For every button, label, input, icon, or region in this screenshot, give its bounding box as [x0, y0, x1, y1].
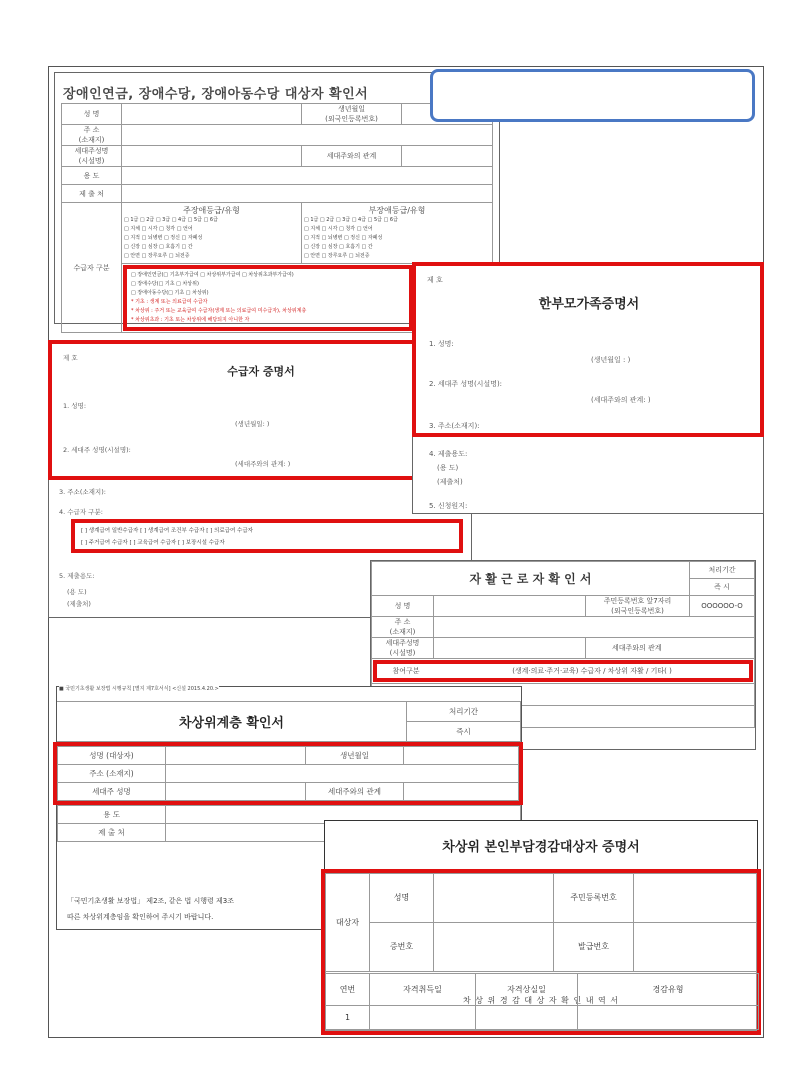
recipient-type-highlight: [ ] 생계급여 일반수급자 [ ] 생계급여 조건부 수급자 [ ] 의료급여 수급자 [ ] 주거급여 수급자 [ ] 교육급여 수급자 [ ] 보장시설 수급자 [71, 519, 463, 553]
copayment-highlight: 대상자 성명 주민등록번호 증번호 발급번호 차 상 위 경 감 대 상 자 확 인 내 역 서 [321, 869, 761, 1035]
use-label: 용 도 [62, 167, 122, 185]
address-label: 주 소 (소재지) [62, 125, 122, 146]
near-poverty-table: 차상위계층 확인서 처리기간 즉시 [57, 701, 521, 742]
household-label: 세대주성명 (시설명) [62, 146, 122, 167]
immediate-label: 즉 시 [690, 579, 755, 596]
near-poverty-highlight: 성명 (대상자) 생년월일 주소 (소재지) 세대주 성명 세대주와의 관계 [53, 742, 523, 805]
period-label: 처리기간 [690, 562, 755, 579]
single-parent-highlight [412, 262, 764, 437]
form-header: ■ 국민기초생활 보장법 시행규칙 [별지 제7호서식] <신설 2015.4.20.> [59, 686, 219, 692]
participation-highlight: 참여구분 (생계·의료·주거·교육) 수급자 / 차상위 자활 / 기타( ) [373, 660, 753, 682]
birth-label: 생년월일 (외국인등록번호) [302, 104, 402, 125]
name-label: 성 명 [62, 104, 122, 125]
worker-form-table: 자 활 근 로 자 확 인 서 처리기간 즉 시 성 명 주민등록번호 앞7자리 (외국인등록번호) OOOOOO-O 주 소 (소재지) 세대주성명 (시설명) 세대주와의 관계 참여구분 (생계·의료·주거·교육) 수급자 / 차상위 자활 / 기타( ) [371, 561, 755, 728]
single-parent-certificate: 제 호 한부모가족증명서 1. 성명: (생년월일 : ) 2. 세대주 성명(시설명): (세대주와의 관계: ) 3. 주소(소재지): 4. 제출용도: (용 도) (제출처) 5. 신청원지: [412, 264, 764, 514]
recipient-certificate: 제 호 수급자 증명서 1. 성명: (생년월일: ) 2. 세대주 성명(시설명): (세대주와의 관계: ) 3. 주소(소재지): 4. 수급자 구분: [ ] 생계급여 일반수급자 [ ] 생계급여 조건부 수급자 [ ] 의료급여 수급자 [ ] 주거급여 수급자 [ ] 교육급여 수급자 [ ] 보장시설 수급자 5. 제출용도: (용 도) (제출처) [48, 340, 472, 618]
recipient-certificate-highlight [48, 340, 472, 480]
sub-grade-options: □ 1급 □ 2급 □ 3급 □ 4급 □ 5급 □ 6급 [304, 217, 398, 223]
copayment-title: 차상위 본인부담경감대상자 증명서 [442, 839, 640, 855]
single-parent-title: 한부모가족증명서 [538, 297, 640, 312]
copayment-reduction-certificate: 차상위 본인부담경감대상자 증명서 대상자 성명 주민등록번호 증번호 발급번호 차 상 위 경 감 대 상 자 확 인 내 역 서 연번 자격취득일 자격상실일 경감유형 1 [324, 820, 758, 1032]
history-heading: 차 상 위 경 감 대 상 자 확 인 내 역 서 [326, 971, 757, 1030]
doc-number: 제 호 [427, 276, 443, 284]
main-grade-heading: 주장애등급/유형 [183, 206, 240, 215]
main-grade-options: □ 1급 □ 2급 □ 3급 □ 4급 □ 5급 □ 6급 [124, 217, 218, 223]
disability-form-table: 성 명 생년월일 (외국인등록번호) 주 소 (소재지) 세대주성명 (시설명) 세대주와의 관계 용 도 제 출 처 수급자 구분 주장애등급/유형 □ 1급 □ 2급 □ 3급 □ 4급 □ 5급 □ 6급 □ 지체 □ 시각 □ 청각 □ 언어 □ 지적 □ 뇌병변 □ 정신 □ 자폐성 □ 신장 □ 심장 □ 호흡기 □ 간 □ 안면 □ 장루요루 □ 뇌전증 부장애등급/유형 □ 1급 □ 2급 □ 3급 □ 4급 □ 5급 □ 6급 □ 지체 □ 시각 □ 청각 □ 언어 □ 지적 □ 뇌병변 □ 정신 □ 자폐성 □ 신장 □ 심장 □ 호흡기 □ 간 □ 안면 □ 장루요루 □ 뇌전증 □ 장애인연금(□ 기초부가급여 □ 차상위부가급여 □ 차상위초과부가급여) □ 장애수당(□ 기초 □ 차상위) □ 장애아동수당(□ 기초 □ 차상위) * 기초 : 생계 또는 의료급여 수급자 * 차상위 : 주거 또는 교육급여 수급자(생계 또는 의료급여 미수급자), 차상위계층 * 차상위초과 : 기초 또는 차상위에 해당되지 아니한 자 [61, 103, 493, 333]
recipient-label: 수급자 구분 [62, 203, 122, 333]
household-relation-label: 세대주와의 관계 [302, 146, 402, 167]
option-child: □ 장애아동수당(□ 기초 □ 차상위) [131, 290, 209, 296]
near-poverty-title: 차상위계층 확인서 [57, 702, 407, 742]
near-poverty-confirmation: ■ 국민기초생활 보장법 시행규칙 [별지 제7호서식] <신설 2015.4.20.> 차상위계층 확인서 처리기간 즉시 성명 (대상자) 생년월일 주소 (소재지) 세대주 성명 세대주와의 관계 용 도 제 출 처 「국민기초생활 보장법」 제2조, 같은 법 시행령 제3조 따른 차상위계층임을 확인하여 주시기 바랍니다. [56, 686, 522, 930]
blue-callout-box [430, 69, 755, 122]
option-allowance: □ 장애수당(□ 기초 □ 차상위) [131, 281, 199, 287]
submit-label: 제 출 처 [62, 185, 122, 203]
recipient-certificate-title: 수급자 증명서 [227, 365, 295, 378]
doc-number: 제 호 [63, 354, 78, 362]
recipient-options-highlight: □ 장애인연금(□ 기초부가급여 □ 차상위부가급여 □ 차상위초과부가급여) □ 장애수당(□ 기초 □ 차상위) □ 장애아동수당(□ 기초 □ 차상위) * 기초 : 생계 또는 의료급여 수급자 * 차상위 : 주거 또는 교육급여 수급자(생계 또는 의료급여 미수급자), 차상위계층 * 차상위초과 : 기초 또는 차상위에 해당되지 아니한 자 [123, 265, 413, 331]
rrn-value: OOOOOO-O [690, 596, 755, 617]
worker-form-title: 자 활 근 로 자 확 인 서 [372, 562, 690, 596]
sub-grade-heading: 부장애등급/유형 [368, 206, 426, 215]
option-pension: □ 장애인연금(□ 기초부가급여 □ 차상위부가급여 □ 차상위초과부가급여) [131, 272, 294, 278]
near-poverty-body: 「국민기초생활 보장법」 제2조, 같은 법 시행령 제3조 따른 차상위계층임을 확인하여 주시기 바랍니다. [67, 897, 234, 921]
form-title: 장애인연금, 장애수당, 장애아동수당 대상자 확인서 [63, 87, 369, 102]
